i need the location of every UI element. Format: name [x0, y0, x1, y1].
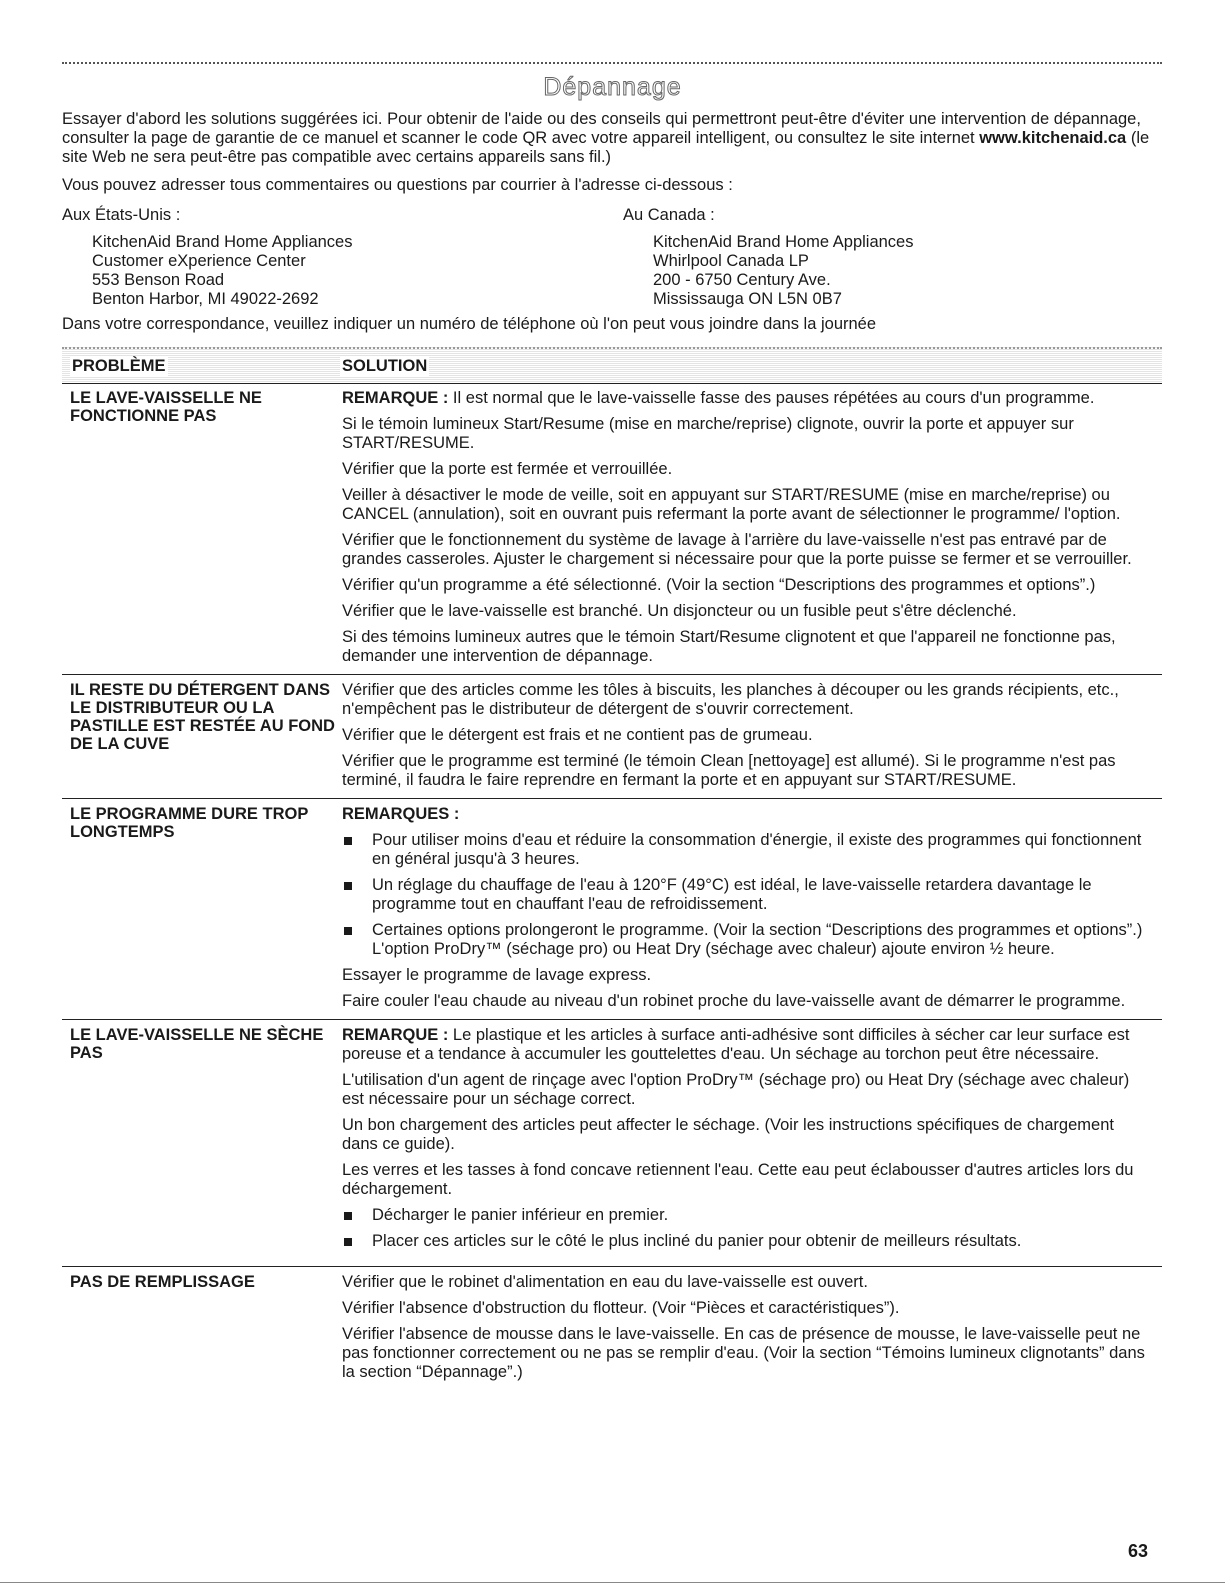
table-header: [62, 347, 1162, 384]
solution-text: Le plastique et les articles à surface anti-adhésive sont difficiles à sécher car leur surface est poreuse et a tendance à accumuler les gouttelettes d'eau. Un séchage au torchon peut être nécessaire.: [342, 1026, 1130, 1063]
troubleshooting-table: [62, 383, 1162, 1390]
solution-step: [342, 726, 1152, 745]
solution-text: Vérifier que des articles comme les tôles à biscuits, les planches à découper ou les grands récipients, etc., n'empêchent pas le distributeur de détergent de s'ouvrir correctement.: [342, 681, 1119, 718]
address-line: 200 - 6750 Century Ave.: [653, 271, 831, 289]
address-ca: [653, 233, 914, 309]
solution-text: Vérifier que le lave-vaisselle est branché. Un disjoncteur ou un fusible peut s'être déclenché.: [342, 602, 1017, 620]
solution-text: L'utilisation d'un agent de rinçage avec l'option ProDry™ (séchage pro) ou Heat Dry (séchage avec chaleur) est nécessaire pour un séchage correct.: [342, 1071, 1130, 1108]
solution-step: [342, 992, 1152, 1011]
bullet-square-icon: [344, 927, 352, 935]
address-line: Mississauga ON L5N 0B7: [653, 290, 842, 308]
bullet-text: Placer ces articles sur le côté le plus incliné du panier pour obtenir de meilleurs résultats.: [372, 1232, 1022, 1250]
bullet-text: Décharger le panier inférieur en premier.: [372, 1206, 669, 1224]
solution-text: Vérifier que la porte est fermée et verrouillée.: [342, 460, 673, 478]
solution-step: [342, 681, 1152, 719]
solution-text: Vérifier l'absence d'obstruction du flotteur. (Voir “Pièces et caractéristiques”).: [342, 1299, 900, 1317]
solution-text: Il est normal que le lave-vaisselle fasse des pauses répétées au cours d'un programme.: [448, 389, 1095, 407]
solution-cell: [342, 675, 1162, 799]
solution-step: [342, 628, 1152, 666]
solution-step: [342, 1325, 1152, 1382]
address-line: Customer eXperience Center: [92, 252, 306, 270]
intro-text: Essayer d'abord les solutions suggérées ici. Pour obtenir de l'aide ou des conseils qui permettront peut-être d'éviter une intervention de dépannage, consulter la page de garantie de ce manuel et scanner le code QR avec votre appareil intelligent, ou consultez le site internet: [62, 110, 1141, 147]
address-line: Whirlpool Canada LP: [653, 252, 809, 270]
solution-text: Si le témoin lumineux Start/Resume (mise en marche/reprise) clignote, ouvrir la porte et appuyer sur START/RESUME.: [342, 415, 1074, 452]
solution-step: [342, 415, 1152, 453]
problem-cell: PAS DE REMPLISSAGE: [70, 1273, 255, 1291]
solution-cell: [342, 1020, 1162, 1267]
problem-cell: IL RESTE DU DÉTERGENT DANS LE DISTRIBUTEUR OU LA PASTILLE EST RESTÉE AU FOND DE LA CUVE: [70, 681, 335, 753]
table-row: [62, 1020, 1162, 1267]
solution-text: Vérifier que le détergent est frais et ne contient pas de grumeau.: [342, 726, 813, 744]
solution-text: Les verres et les tasses à fond concave retiennent l'eau. Cette eau peut éclabousser d'autres articles lors du déchargement.: [342, 1161, 1134, 1198]
page-title: Dépannage: [543, 73, 682, 101]
solution-bullet: [342, 876, 1152, 914]
solution-text: Si des témoins lumineux autres que le témoin Start/Resume clignotent et que l'appareil ne fonctionne pas, demander une intervention de dépannage.: [342, 628, 1116, 665]
website-link[interactable]: www.kitchenaid.ca: [979, 129, 1127, 147]
top-rule: [62, 62, 1162, 64]
page-number: 63: [1128, 1541, 1149, 1561]
solution-step: [342, 576, 1152, 595]
solution-step: [342, 805, 1152, 824]
solution-step: [342, 486, 1152, 524]
solution-bullet: [342, 1232, 1152, 1251]
solution-cell: [342, 383, 1162, 675]
solution-step: [342, 1299, 1152, 1318]
solution-step: [342, 460, 1152, 479]
solution-text: Vérifier que le programme est terminé (le témoin Clean [nettoyage] est allumé). Si le programme n'est pas terminé, il faudra le faire reprendre en fermant la porte et en appuyant sur START/RESUME.: [342, 752, 1116, 789]
bottom-rule: [0, 1582, 1225, 1583]
header-problem: PROBLÈME: [72, 357, 166, 375]
solution-text: Veiller à désactiver le mode de veille, soit en appuyant sur START/RESUME (mise en marche/reprise) ou CANCEL (annulation), soit en ouvrant puis refermant la porte avant de sélectionner le programme/ l'option.: [342, 486, 1121, 523]
address-ca-label: Au Canada :: [623, 206, 715, 224]
solution-step: [342, 1116, 1152, 1154]
address-line: KitchenAid Brand Home Appliances: [92, 233, 353, 251]
bullet-square-icon: [344, 1238, 352, 1246]
solution-text: Faire couler l'eau chaude au niveau d'un robinet proche du lave-vaisselle avant de démarrer le programme.: [342, 992, 1126, 1010]
solution-step: [342, 1161, 1152, 1199]
address-us-label: Aux États-Unis :: [62, 206, 181, 224]
intro-text-end: (le site Web ne sera peut-être pas compatible avec certains appareils sans fil.): [62, 129, 1150, 166]
problem-cell: LE LAVE-VAISSELLE NE FONCTIONNE PAS: [70, 389, 262, 425]
solution-step: [342, 1071, 1152, 1109]
solution-text: Vérifier que le robinet d'alimentation en eau du lave-vaisselle est ouvert.: [342, 1273, 868, 1291]
solution-text: Vérifier que le fonctionnement du système de lavage à l'arrière du lave-vaisselle n'est pas entravé par de grandes casseroles. Ajuster le chargement si nécessaire pour que la porte puisse se fermer et se verrouiller.: [342, 531, 1132, 568]
address-line: Benton Harbor, MI 49022-2692: [92, 290, 319, 308]
intro: [62, 110, 1162, 195]
solution-step: [342, 602, 1152, 621]
address-line: 553 Benson Road: [92, 271, 225, 289]
bullet-square-icon: [344, 837, 352, 845]
solution-bullet: [342, 831, 1152, 869]
solution-step: [342, 752, 1152, 790]
solution-bullet: [342, 1206, 1152, 1225]
table-row: [62, 675, 1162, 799]
solution-text: Vérifier l'absence de mousse dans le lave-vaisselle. En cas de présence de mousse, le lave-vaisselle peut ne pas fonctionner correctement ou ne pas se remplir d'eau. (Voir la section “Témoins lumineux clignotants” dans la section “Dépannage”.): [342, 1325, 1145, 1381]
solution-step: [342, 966, 1152, 985]
bullet-text: Certaines options prolongeront le programme. (Voir la section “Descriptions des programmes et options”.) L'option ProDry™ (séchage pro) ou Heat Dry (séchage avec chaleur) ajoute environ ½ heure.: [372, 921, 1143, 958]
note-label: REMARQUE :: [342, 1026, 449, 1044]
problem-cell: LE LAVE-VAISSELLE NE SÈCHE PAS: [70, 1026, 324, 1062]
table-row: [62, 383, 1162, 675]
solution-text: Essayer le programme de lavage express.: [342, 966, 652, 984]
bullet-text: Un réglage du chauffage de l'eau à 120°F (49°C) est idéal, le lave-vaisselle retardera davantage le programme tout en chauffant l'eau de refroidissement.: [372, 876, 1092, 913]
problem-cell: LE PROGRAMME DURE TROP LONGTEMPS: [70, 805, 309, 841]
address-line: KitchenAid Brand Home Appliances: [653, 233, 914, 251]
solution-step: [342, 389, 1152, 408]
bullet-text: Pour utiliser moins d'eau et réduire la consommation d'énergie, il existe des programmes qui fonctionnent en général jusqu'à 3 heures.: [372, 831, 1142, 868]
note-label: REMARQUES :: [342, 805, 460, 823]
solution-step: [342, 1273, 1152, 1292]
solution-text: Un bon chargement des articles peut affecter le séchage. (Voir les instructions spécifiques de chargement dans ce guide).: [342, 1116, 1114, 1153]
contact-note: Dans votre correspondance, veuillez indiquer un numéro de téléphone où l'on peut vous joindre dans la journée: [62, 315, 877, 333]
address-us: [92, 233, 353, 309]
solution-cell: [342, 1267, 1162, 1391]
solution-text: Vérifier qu'un programme a été sélectionné. (Voir la section “Descriptions des programmes et options”.): [342, 576, 1096, 594]
solution-cell: [342, 799, 1162, 1020]
bullet-square-icon: [344, 1212, 352, 1220]
mail-instructions: Vous pouvez adresser tous commentaires ou questions par courrier à l'adresse ci-dessous :: [62, 176, 733, 194]
solution-step: [342, 531, 1152, 569]
solution-bullet: [342, 921, 1152, 959]
note-label: REMARQUE :: [342, 389, 449, 407]
intro-paragraph: [62, 110, 1162, 167]
solution-step: [342, 1026, 1152, 1064]
table-row: [62, 799, 1162, 1020]
header-solution: SOLUTION: [342, 357, 428, 375]
bullet-square-icon: [344, 882, 352, 890]
table-row: [62, 1267, 1162, 1391]
